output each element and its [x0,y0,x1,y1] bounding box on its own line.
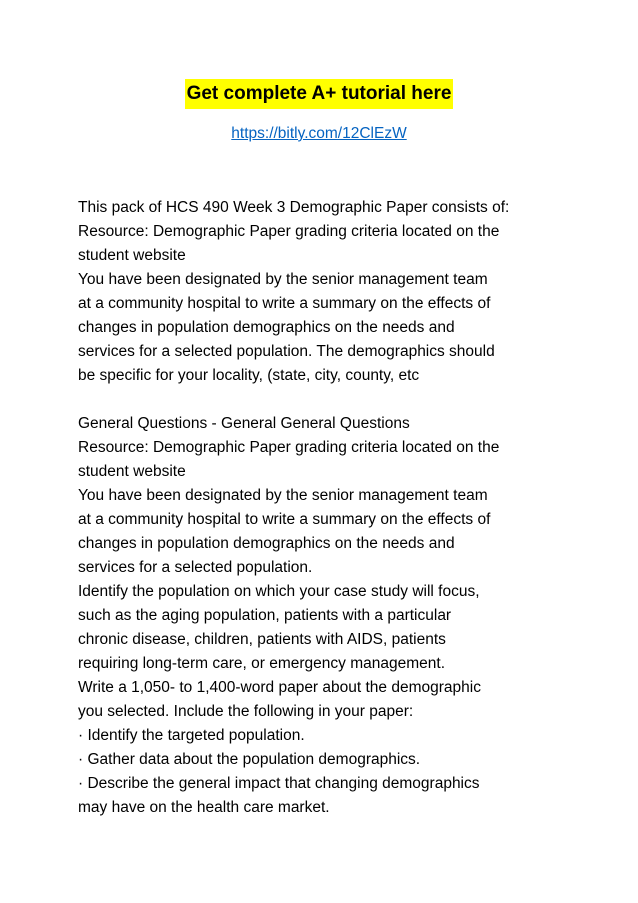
document-body [78,196,578,820]
text-line: changes in population demographics on the needs and [78,535,455,552]
text-line: You have been designated by the senior management team [78,271,488,288]
text-line: chronic disease, children, patients with AIDS, patients [78,631,446,648]
text-line: Resource: Demographic Paper grading criteria located on the [78,439,500,456]
tutorial-link[interactable]: https://bitly.com/12ClEzW [231,125,407,142]
paragraph-spacer [78,388,578,412]
bullet-item: · Gather data about the population demographics. [78,751,421,768]
link-container [0,123,638,145]
text-line: such as the aging population, patients with a particular [78,607,452,624]
paragraph-1 [78,196,578,388]
text-line: may have on the health care market. [78,799,330,816]
text-line: requiring long-term care, or emergency management. [78,655,446,672]
text-line: Resource: Demographic Paper grading criteria located on the [78,223,500,240]
text-line: General Questions - General General Questions [78,415,410,432]
text-line: services for a selected population. The demographics should [78,343,495,360]
bullet-item: · Identify the targeted population. [78,727,305,744]
text-line: You have been designated by the senior management team [78,487,488,504]
text-line: Write a 1,050- to 1,400-word paper about the demographic [78,679,481,696]
text-line: at a community hospital to write a summary on the effects of [78,511,491,528]
text-line: This pack of HCS 490 Week 3 Demographic Paper consists of: [78,199,510,216]
text-line: student website [78,247,186,264]
page-title: Get complete A+ tutorial here [185,79,454,109]
text-line: you selected. Include the following in your paper: [78,703,414,720]
text-line: student website [78,463,186,480]
text-line: services for a selected population. [78,559,313,576]
text-line: Identify the population on which your case study will focus, [78,583,480,600]
paragraph-2 [78,412,578,820]
text-line: be specific for your locality, (state, city, county, etc [78,367,420,384]
text-line: at a community hospital to write a summary on the effects of [78,295,491,312]
title-container [0,79,638,109]
text-line: changes in population demographics on the needs and [78,319,455,336]
bullet-item: · Describe the general impact that changing demographics [78,775,480,792]
